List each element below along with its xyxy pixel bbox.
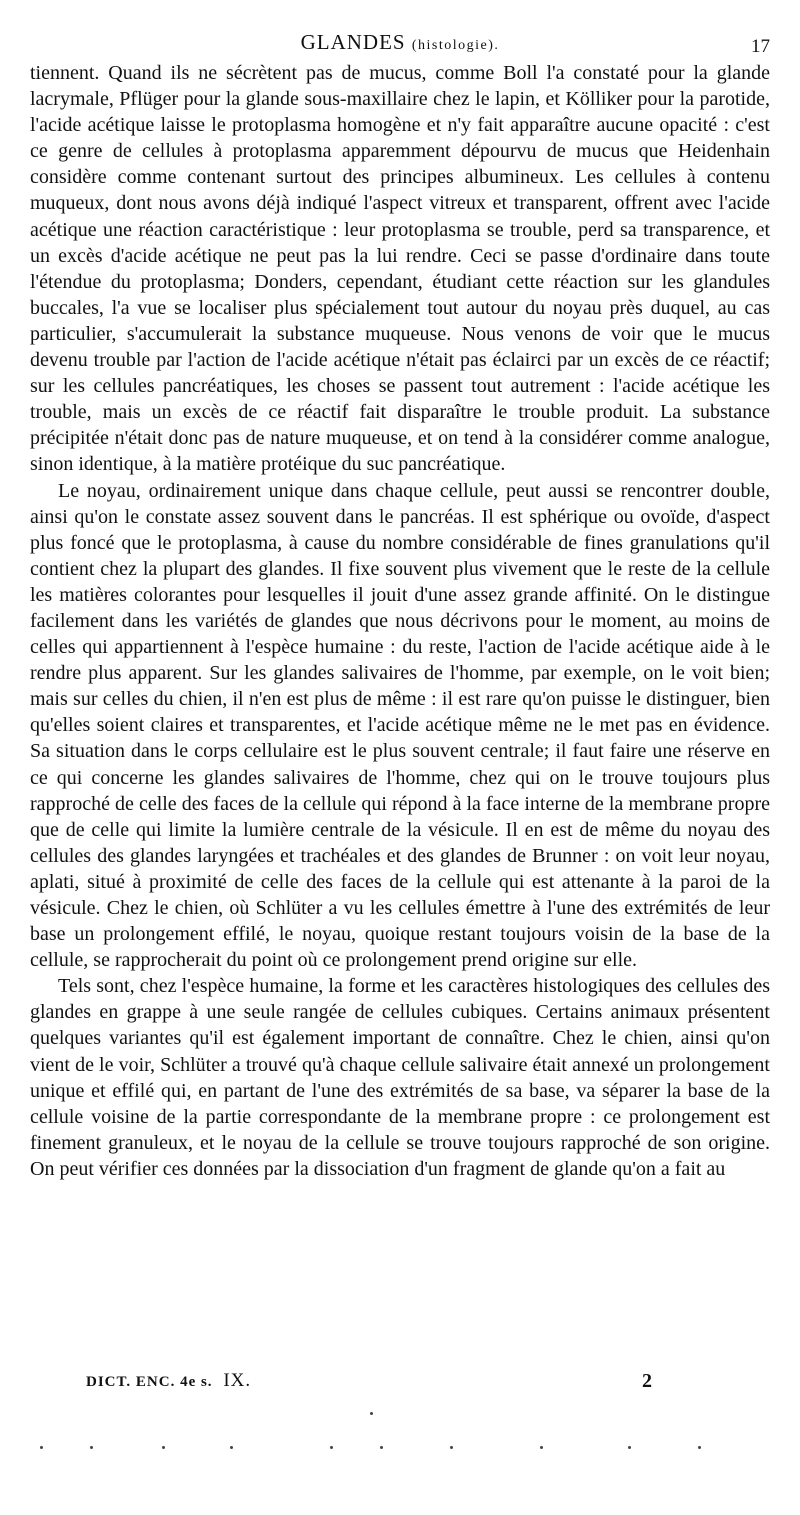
scan-speck xyxy=(370,1412,373,1415)
scan-speck xyxy=(230,1446,233,1449)
scan-speck xyxy=(698,1446,701,1449)
page-number: 17 xyxy=(751,36,770,57)
header-title-main: GLANDES xyxy=(300,30,406,54)
scan-speck xyxy=(450,1446,453,1449)
paragraph-1: tiennent. Quand ils ne sécrètent pas de mucus, comme Boll l'a constaté pour la glande lacrymale, Pflüger pour la glande sous-maxillaire chez le lapin, et Kölliker pour la parotide, l'acide acétique laisse le protoplasma homogène et n'y fait apparaître aucune opacité : c'est ce genre de cellules à protoplasma apparemment dépourvu de mucus que Heidenhain considère comme contenant surtout des principes albumineux. Les cellules à contenu muqueux, dont nous avons déjà indiqué l'aspect vitreux et transparent, offrent avec l'acide acétique une réaction caractéristique : leur protoplasma se trouble, perd sa transparence, et un excès d'acide acétique ne peut pas la lui rendre. Ceci se passe d'ordinaire dans toute l'étendue du protoplasma; Donders, cependant, étudiant cette réaction sur les glandules buccales, l'a vue se localiser plus spécialement tout autour du noyau près duquel, au cas particulier, s'accumulerait la substance muqueuse. Nous venons de voir que le mucus devenu trouble par l'action de l'acide acétique n'était pas éclairci par un excès de ce réactif; sur les cellules pancréatiques, les choses se passent tout autrement : l'acide acétique les trouble, mais un excès de ce réactif fait disparaître le trouble produit. La substance précipitée n'était donc pas de nature muqueuse, et on tend à la considérer comme analogue, sinon identique, à la matière protéique du suc pancréatique. xyxy=(30,62,770,476)
scan-speck xyxy=(40,1446,43,1449)
document-page xyxy=(30,26,770,1182)
body-text xyxy=(30,60,770,1182)
scan-speck xyxy=(162,1446,165,1449)
running-header xyxy=(30,26,770,60)
footer-volume: IX. xyxy=(223,1370,252,1391)
footer-signature xyxy=(86,1370,251,1392)
scan-specks xyxy=(30,1410,770,1490)
scan-speck xyxy=(330,1446,333,1449)
paragraph-2: Le noyau, ordinairement unique dans chaque cellule, peut aussi se rencontrer double, ainsi qu'on le constate assez souvent dans le pancréas. Il est sphérique ou ovoïde, d'aspect plus foncé que le protoplasma, à cause du nombre considérable de fines granulations qu'il contient chez la plupart des glandes. Il fixe souvent plus vivement que le reste de la cellule les matières colorantes pour lesquelles il jouit d'une assez grande affinité. On le distingue facilement dans les variétés de glandes que nous décrivons pour le moment, au moins de celles qui appartiennent à l'espèce humaine : du reste, l'action de l'acide acétique aide à le rendre plus apparent. Sur les glandes salivaires de l'homme, par exemple, on le voit bien; mais sur celles du chien, il n'en est plus de même : il est rare qu'on puisse le distinguer, bien qu'elles soient claires et transparentes, et l'acide acétique même ne le met pas en évidence. Sa situation dans le corps cellulaire est le plus souvent centrale; il faut faire une réserve en ce qui concerne les glandes salivaires de l'homme, chez qui on le trouve toujours plus rapproché de celle des faces de la cellule qui répond à la face interne de la membrane propre que de celle qui limite la lumière centrale de la vésicule. Il en est de même du noyau des cellules des glandes laryngées et trachéales et des glandes de Brunner : on voit leur noyau, aplati, situé à proximité de celle des faces de la cellule qui est attenante à la paroi de la vésicule. Chez le chien, où Schlüter a vu les cellules émettre à l'une des extrémités de leur base un prolongement effilé, le noyau, quoique restant toujours voisin de la base de la cellule, se rapprocherait du point où ce prolongement prend origine sur elle. xyxy=(30,479,770,972)
header-title-sub: (histologie). xyxy=(411,38,500,53)
scan-speck xyxy=(380,1446,383,1449)
scan-speck xyxy=(90,1446,93,1449)
paragraph-3: Tels sont, chez l'espèce humaine, la forme et les caractères histologiques des cellules des glandes en grappe à une seule rangée de cellules cubiques. Certains animaux présentent quelques variantes qu'il est également important de connaître. Chez le chien, ainsi qu'on vient de le voir, Schlüter a trouvé qu'à chaque cellule salivaire était annexé un prolongement unique et effilé qui, en partant de l'une des extrémités de sa base, va séparer la base de la cellule voisine de la partie correspondante de la membrane propre : ce prolongement est finement granuleux, et le noyau de la cellule se trouve toujours rapproché de son origine. On peut vérifier ces données par la dissociation d'un fragment de glande qu'on a fait au xyxy=(30,975,770,1180)
scan-speck xyxy=(628,1446,631,1449)
footer-sheet-number: 2 xyxy=(642,1370,652,1392)
scan-speck xyxy=(540,1446,543,1449)
footer-signature-text: DICT. ENC. 4e s. xyxy=(86,1374,213,1390)
header-title xyxy=(30,30,770,55)
footer xyxy=(86,1370,686,1400)
